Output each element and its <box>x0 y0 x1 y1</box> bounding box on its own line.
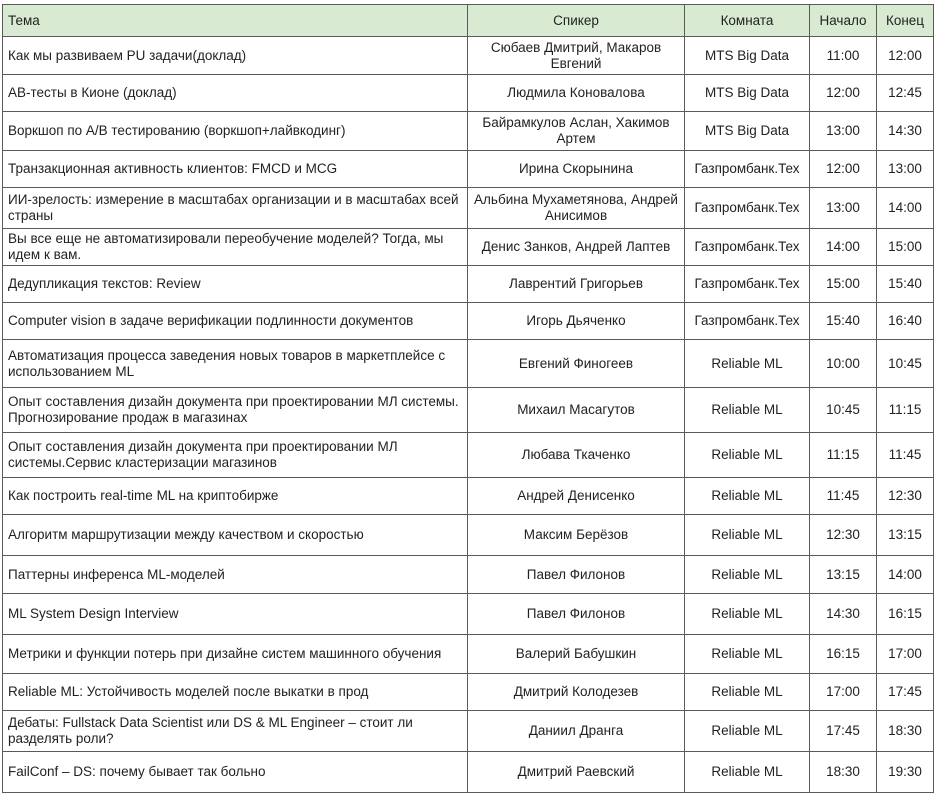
table-row <box>3 340 934 388</box>
cell-speaker: Павел Филонов <box>468 556 685 594</box>
cell-end: 14:00 <box>877 556 934 594</box>
cell-end: 19:30 <box>877 752 934 793</box>
cell-end: 14:30 <box>877 112 934 151</box>
cell-end: 18:30 <box>877 711 934 752</box>
cell-start: 10:45 <box>810 388 877 433</box>
cell-topic: Computer vision в задаче верификации подлинности документов <box>3 303 468 340</box>
table-row <box>3 594 934 635</box>
cell-room: Reliable ML <box>685 594 810 635</box>
cell-room: Газпромбанк.Тех <box>685 151 810 188</box>
cell-room: Газпромбанк.Тех <box>685 266 810 303</box>
cell-room: Reliable ML <box>685 478 810 515</box>
cell-topic: Дедупликация текстов: Review <box>3 266 468 303</box>
cell-speaker: Валерий Бабушкин <box>468 635 685 674</box>
cell-speaker: Лаврентий Григорьев <box>468 266 685 303</box>
cell-speaker: Сюбаев Дмитрий, Макаров Евгений <box>468 37 685 75</box>
cell-end: 11:45 <box>877 433 934 478</box>
table-row <box>3 711 934 752</box>
cell-start: 14:30 <box>810 594 877 635</box>
cell-room: Reliable ML <box>685 433 810 478</box>
cell-start: 17:45 <box>810 711 877 752</box>
cell-speaker: Павел Филонов <box>468 594 685 635</box>
cell-end: 17:00 <box>877 635 934 674</box>
cell-speaker: Игорь Дьяченко <box>468 303 685 340</box>
cell-start: 11:00 <box>810 37 877 75</box>
cell-speaker: Ирина Скорынина <box>468 151 685 188</box>
cell-room: Reliable ML <box>685 340 810 388</box>
cell-end: 10:45 <box>877 340 934 388</box>
header-topic: Тема <box>3 5 468 37</box>
cell-speaker: Альбина Мухаметянова, Андрей Анисимов <box>468 188 685 229</box>
header-room: Комната <box>685 5 810 37</box>
cell-topic: Как построить real-time ML на криптобирже <box>3 478 468 515</box>
cell-room: Reliable ML <box>685 388 810 433</box>
cell-topic: АВ-тесты в Кионе (доклад) <box>3 75 468 112</box>
table-row <box>3 674 934 711</box>
cell-room: Reliable ML <box>685 674 810 711</box>
table-row <box>3 75 934 112</box>
cell-topic: Опыт составления дизайн документа при проектировании МЛ системы. Прогнозирование продаж в магазинах <box>3 388 468 433</box>
cell-end: 13:15 <box>877 515 934 556</box>
cell-end: 16:40 <box>877 303 934 340</box>
cell-topic: Транзакционная активность клиентов: FMCD и MCG <box>3 151 468 188</box>
schedule-rows <box>3 37 934 793</box>
cell-topic: Дебаты: Fullstack Data Scientist или DS & ML Engineer – стоит ли разделять роли? <box>3 711 468 752</box>
cell-speaker: Денис Занков, Андрей Лаптев <box>468 229 685 266</box>
header-row <box>3 5 934 37</box>
header-speaker: Спикер <box>468 5 685 37</box>
cell-speaker: Евгений Финогеев <box>468 340 685 388</box>
cell-topic: ИИ-зрелость: измерение в масштабах организации и в масштабах всей страны <box>3 188 468 229</box>
table-row <box>3 303 934 340</box>
cell-start: 11:15 <box>810 433 877 478</box>
table-row <box>3 752 934 793</box>
cell-topic: ML System Design Interview <box>3 594 468 635</box>
cell-topic: Воркшоп по А/В тестированию (воркшоп+лайвкодинг) <box>3 112 468 151</box>
cell-room: Газпромбанк.Тех <box>685 303 810 340</box>
cell-start: 18:30 <box>810 752 877 793</box>
cell-end: 11:15 <box>877 388 934 433</box>
cell-speaker: Байрамкулов Аслан, Хакимов Артем <box>468 112 685 151</box>
cell-topic: FailConf – DS: почему бывает так больно <box>3 752 468 793</box>
cell-start: 13:00 <box>810 112 877 151</box>
cell-start: 17:00 <box>810 674 877 711</box>
table-row <box>3 433 934 478</box>
table-row <box>3 478 934 515</box>
cell-room: Газпромбанк.Тех <box>685 188 810 229</box>
cell-topic: Опыт составления дизайн документа при проектировании МЛ системы.Сервис кластеризации магазинов <box>3 433 468 478</box>
cell-end: 12:00 <box>877 37 934 75</box>
cell-topic: Паттерны инференса ML-моделей <box>3 556 468 594</box>
table-row <box>3 112 934 151</box>
table-row <box>3 188 934 229</box>
cell-end: 16:15 <box>877 594 934 635</box>
cell-start: 15:00 <box>810 266 877 303</box>
table-row <box>3 556 934 594</box>
cell-room: Газпромбанк.Тех <box>685 229 810 266</box>
cell-end: 12:45 <box>877 75 934 112</box>
cell-topic: Вы все еще не автоматизировали переобучение моделей? Тогда, мы идем к вам. <box>3 229 468 266</box>
cell-end: 12:30 <box>877 478 934 515</box>
table-row <box>3 151 934 188</box>
cell-speaker: Даниил Дранга <box>468 711 685 752</box>
cell-speaker: Дмитрий Колодезев <box>468 674 685 711</box>
cell-end: 15:00 <box>877 229 934 266</box>
cell-topic: Алгоритм маршрутизации между качеством и скоростью <box>3 515 468 556</box>
header-start: Начало <box>810 5 877 37</box>
cell-start: 14:00 <box>810 229 877 266</box>
cell-room: Reliable ML <box>685 752 810 793</box>
cell-topic: Reliable ML: Устойчивость моделей после выкатки в прод <box>3 674 468 711</box>
cell-room: Reliable ML <box>685 515 810 556</box>
cell-start: 10:00 <box>810 340 877 388</box>
cell-speaker: Дмитрий Раевский <box>468 752 685 793</box>
cell-speaker: Андрей Денисенко <box>468 478 685 515</box>
cell-topic: Как мы развиваем PU задачи(доклад) <box>3 37 468 75</box>
cell-start: 13:15 <box>810 556 877 594</box>
cell-room: Reliable ML <box>685 556 810 594</box>
cell-start: 12:00 <box>810 75 877 112</box>
table-row <box>3 229 934 266</box>
cell-start: 16:15 <box>810 635 877 674</box>
cell-room: Reliable ML <box>685 711 810 752</box>
cell-room: MTS Big Data <box>685 37 810 75</box>
cell-speaker: Михаил Масагутов <box>468 388 685 433</box>
cell-speaker: Людмила Коновалова <box>468 75 685 112</box>
cell-end: 17:45 <box>877 674 934 711</box>
cell-start: 12:00 <box>810 151 877 188</box>
cell-start: 11:45 <box>810 478 877 515</box>
cell-end: 14:00 <box>877 188 934 229</box>
header-end: Конец <box>877 5 934 37</box>
cell-topic: Метрики и функции потерь при дизайне систем машинного обучения <box>3 635 468 674</box>
cell-start: 12:30 <box>810 515 877 556</box>
cell-start: 15:40 <box>810 303 877 340</box>
cell-room: MTS Big Data <box>685 75 810 112</box>
cell-topic: Автоматизация процесса заведения новых товаров в маркетплейсе с использованием ML <box>3 340 468 388</box>
cell-speaker: Максим Берёзов <box>468 515 685 556</box>
table-row <box>3 515 934 556</box>
schedule-table <box>2 4 934 793</box>
table-row <box>3 388 934 433</box>
table-row <box>3 37 934 75</box>
cell-end: 15:40 <box>877 266 934 303</box>
cell-speaker: Любава Ткаченко <box>468 433 685 478</box>
cell-start: 13:00 <box>810 188 877 229</box>
table-row <box>3 266 934 303</box>
cell-end: 13:00 <box>877 151 934 188</box>
cell-room: Reliable ML <box>685 635 810 674</box>
table-row <box>3 635 934 674</box>
cell-room: MTS Big Data <box>685 112 810 151</box>
